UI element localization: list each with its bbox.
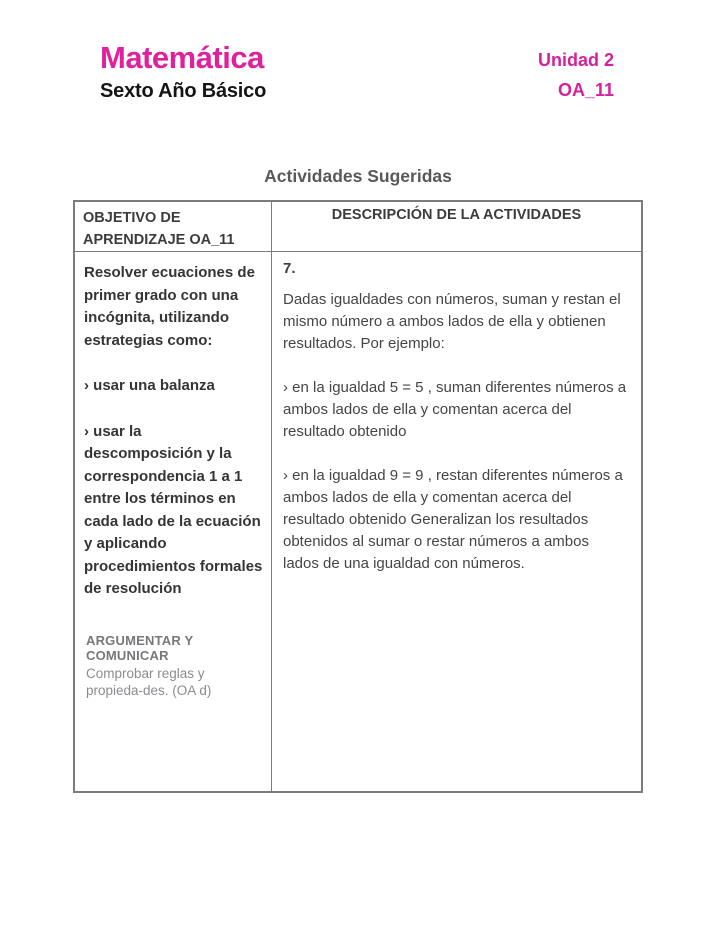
skill-text: Comprobar reglas y propieda-des. (OA d) (86, 665, 212, 698)
document-header-right (538, 51, 614, 101)
column-header-objective: OBJETIVO DE APRENDIZAJE OA_11 (75, 202, 272, 252)
activity-paragraph-1: Dadas igualdades con números, suman y restan el mismo número a ambos lados de ella y obtienen resultados. Por ejemplo: (283, 291, 621, 352)
activity-cell (272, 252, 641, 791)
activity-number: 7. (283, 260, 296, 277)
section-title: Actividades Sugeridas (264, 166, 452, 186)
objective-paragraph-1: Resolver ecuaciones de primer grado con una incógnita, utilizando estrategias como: (84, 264, 255, 349)
skill-block (84, 633, 263, 700)
column-header-description: DESCRIPCIÓN DE LA ACTIVIDADES (272, 202, 641, 252)
objective-paragraph-2: › usar una balanza (84, 377, 215, 394)
activity-paragraph-3: › en la igualdad 9 = 9 , restan diferentes números a ambos lados de ella y comentan acerca del resultado obtenido Generalizan los resultados obtenidos al sumar o restar números a ambos lados de una igualdad con números. (283, 467, 623, 572)
grade-level: Sexto Año Básico (100, 79, 267, 102)
objective-cell (75, 252, 272, 791)
activities-table (73, 200, 643, 793)
skill-title: ARGUMENTAR Y COMUNICAR (86, 632, 194, 663)
subject-title: Matemática (100, 40, 264, 75)
oa-code-label: OA_11 (557, 79, 614, 100)
activity-paragraph-2: › en la igualdad 5 = 5 , suman diferentes números a ambos lados de ella y comentan acerca del resultado obtenido (283, 379, 627, 440)
document-header-left (100, 42, 266, 103)
unit-label: Unidad 2 (537, 50, 614, 70)
objective-paragraph-3: › usar la descomposición y la correspondencia 1 a 1 entre los términos en cada lado de la ecuación y aplicando procedimientos formales de resolución (84, 422, 263, 597)
